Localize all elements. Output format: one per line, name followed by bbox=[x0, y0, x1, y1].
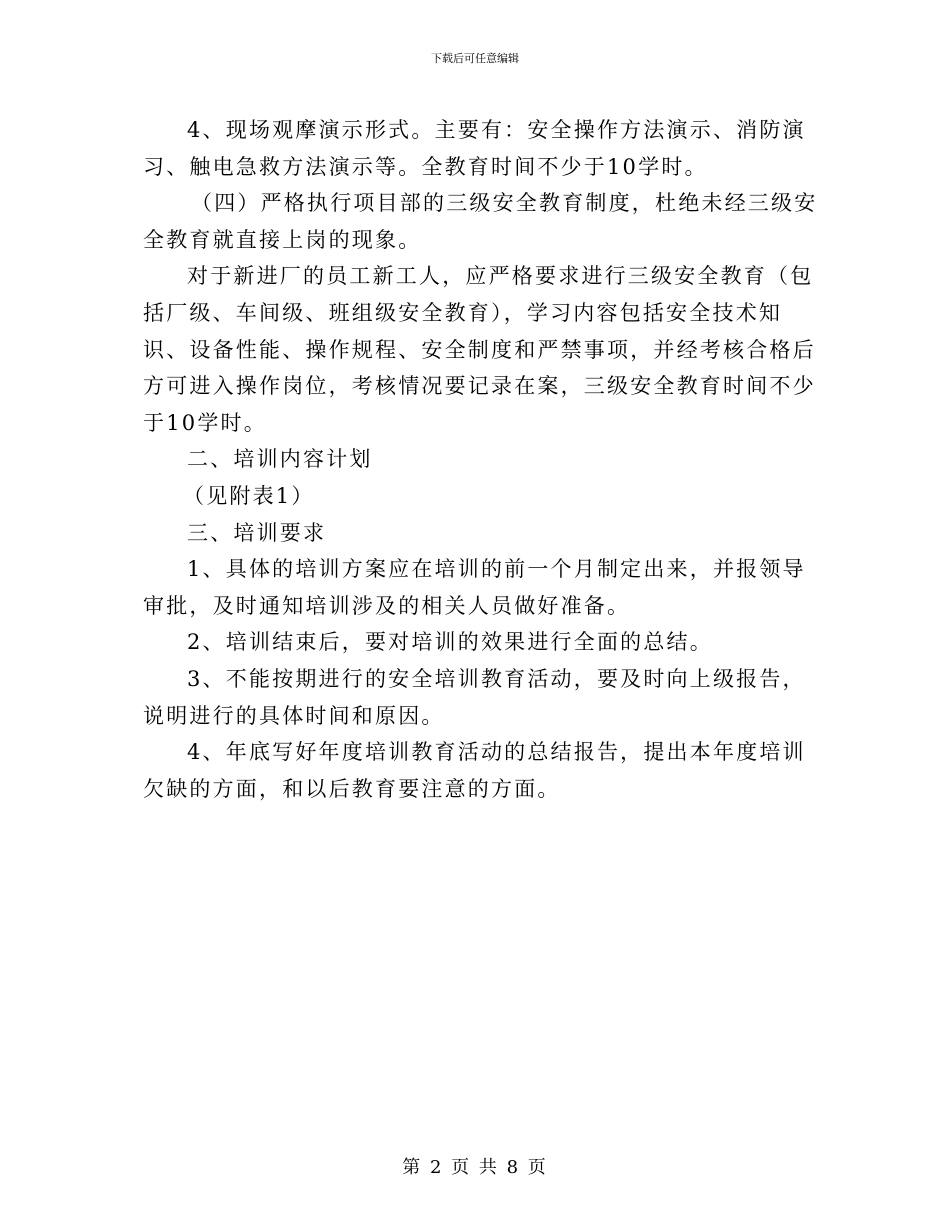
page-header: 下载后可任意编辑 bbox=[431, 52, 519, 65]
document-body bbox=[143, 112, 823, 807]
paragraph-requirement-2: 2、培训结束后，要对培训的效果进行全面的总结。 bbox=[187, 630, 713, 655]
heading-training-content-plan: 二、培训内容计划 bbox=[187, 447, 373, 472]
paragraph-new-worker-education: 对于新进厂的员工新工人，应严格要求进行三级安全教育（包括厂级、车间级、班组级安全教育），学习内容包括安全技术知识、设备性能、操作规程、安全制度和严禁事项，并经考核合格后方可进入操作岗位，考核情况要记录在案，三级安全教育时间不少于10学时。 bbox=[143, 264, 816, 435]
paragraph-see-attachment: （见附表1） bbox=[183, 483, 315, 508]
paragraph-requirement-4: 4、年底写好年度培训教育活动的总结报告，提出本年度培训欠缺的方面，和以后教育要注意的方面。 bbox=[143, 740, 806, 801]
paragraph-requirement-3: 3、不能按期进行的安全培训教育活动，要及时向上级报告，说明进行的具体时间和原因。 bbox=[143, 666, 806, 728]
paragraph-three-level-system: （四）严格执行项目部的三级安全教育制度，杜绝未经三级安全教育就直接上岗的现象。 bbox=[143, 191, 818, 252]
paragraph-requirement-1: 1、具体的培训方案应在培训的前一个月制定出来，并报领导审批，及时通知培训涉及的相关人员做好准备。 bbox=[143, 557, 806, 618]
page-number-footer: 第 2 页 共 8 页 bbox=[402, 1157, 548, 1178]
heading-training-requirements: 三、培训要求 bbox=[187, 520, 327, 545]
paragraph-demonstration-form: 4、现场观摩演示形式。主要有：安全操作方法演示、消防演习、触电急救方法演示等。全教育时间不少于10学时。 bbox=[143, 118, 806, 179]
